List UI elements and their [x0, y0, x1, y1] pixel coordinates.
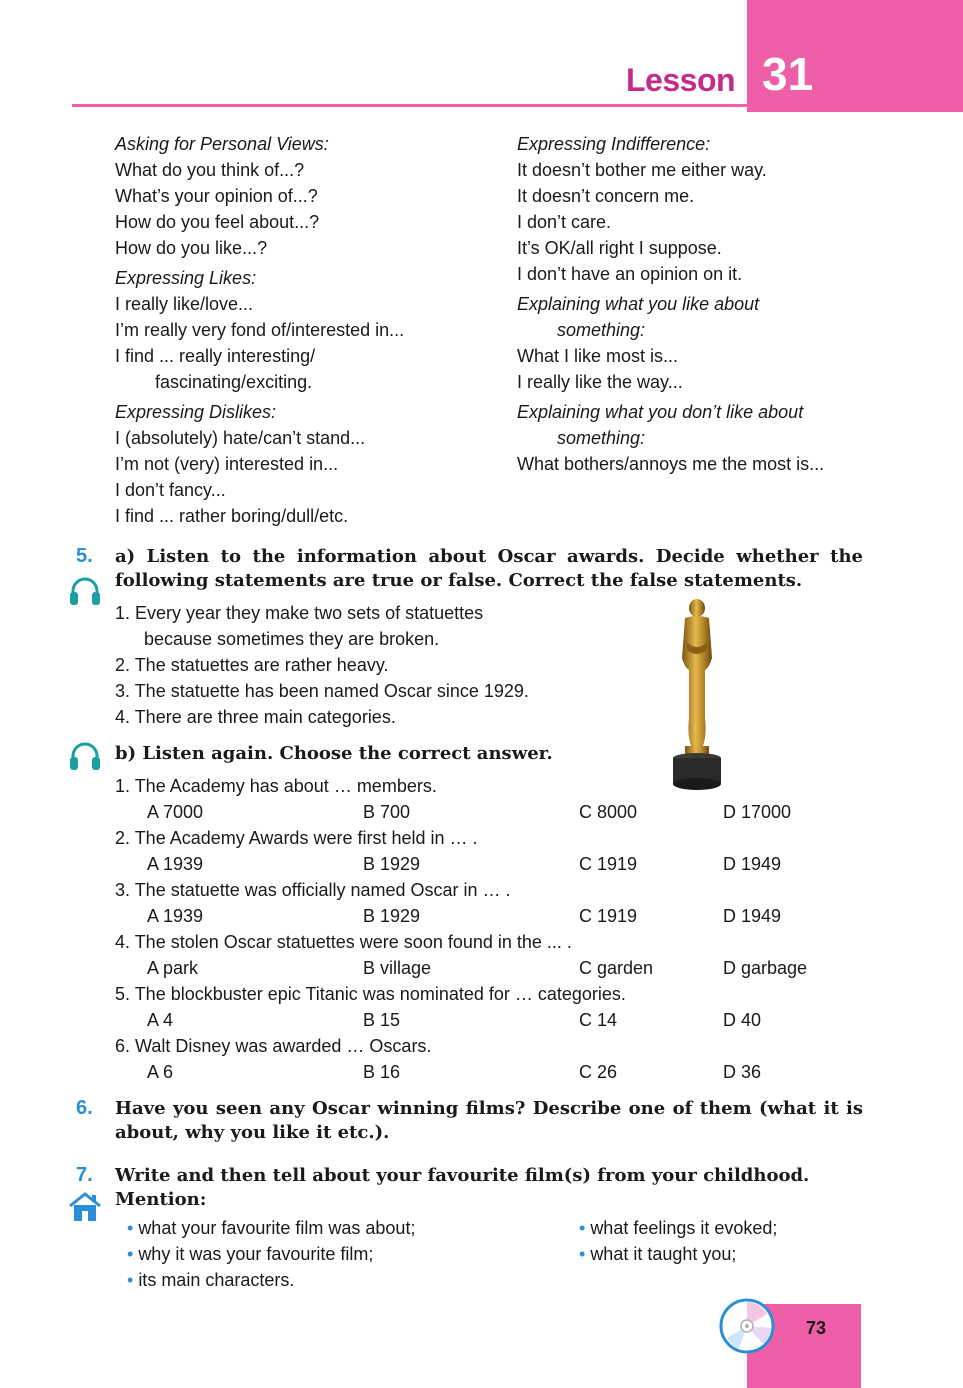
statement: because sometimes they are broken.: [144, 629, 440, 649]
task-number: 7.: [76, 1164, 93, 1186]
question: 2. The Academy Awards were first held in … .: [115, 828, 478, 848]
phrase-line: I really like the way...: [517, 372, 683, 392]
option: A 6: [147, 1062, 174, 1082]
option: B 15: [363, 1010, 401, 1030]
phrase-line: How do you feel about...?: [115, 212, 320, 232]
bullet-item: • why it was your favourite film;: [127, 1244, 374, 1264]
statement: 4. There are three main categories.: [115, 707, 396, 727]
task-number: 5.: [76, 545, 93, 567]
phrase-heading: Expressing Dislikes:: [115, 402, 277, 422]
statement: 3. The statuette has been named Oscar since 1929.: [115, 681, 529, 701]
option: C 26: [579, 1062, 618, 1082]
option: D 1949: [723, 906, 782, 926]
bullet-item: • what it taught you;: [579, 1244, 737, 1264]
phrase-heading: Explaining what you like about: [517, 294, 760, 314]
headphones-icon: [68, 576, 102, 611]
lesson-word: Lesson: [626, 62, 736, 98]
bullet-item: • what your favourite film was about;: [127, 1218, 416, 1238]
statement: 1. Every year they make two sets of statuettes: [115, 603, 484, 623]
option: A 4: [147, 1010, 174, 1030]
phrase-line: It doesn’t bother me either way.: [517, 160, 767, 180]
headphones-icon: [68, 741, 102, 776]
bullet-item: • its main characters.: [127, 1270, 295, 1290]
option: B village: [363, 958, 432, 978]
phrase-line: What’s your opinion of...?: [115, 186, 318, 206]
option: A 7000: [147, 802, 204, 822]
phrase-line: I find ... rather boring/dull/etc.: [115, 506, 349, 526]
option: B 1929: [363, 854, 421, 874]
phrase-line: I’m not (very) interested in...: [115, 454, 339, 474]
option: A 1939: [147, 854, 204, 874]
question: 6. Walt Disney was awarded … Oscars.: [115, 1036, 432, 1056]
phrase-line: fascinating/exciting.: [155, 372, 313, 392]
phrase-heading: something:: [557, 428, 646, 448]
statement: 2. The statuettes are rather heavy.: [115, 655, 389, 675]
phrase-line: What I like most is...: [517, 346, 679, 366]
phrase-line: I really like/love...: [115, 294, 254, 314]
phrase-line: How do you like...?: [115, 238, 268, 258]
task7-bullets-right: [579, 1215, 777, 1267]
lesson-number: 31: [762, 48, 814, 100]
phrase-line: I find ... really interesting/: [115, 346, 316, 366]
task7-bullets-left: [127, 1215, 415, 1293]
phrase-line: What do you think of...?: [115, 160, 305, 180]
option: C 14: [579, 1010, 618, 1030]
phrase-line: I (absolutely) hate/can’t stand...: [115, 428, 366, 448]
question: 1. The Academy has about … members.: [115, 776, 437, 796]
phrase-line: I don’t care.: [517, 212, 612, 232]
house-icon: [68, 1192, 102, 1227]
task7-instruction-line: Mention:: [115, 1189, 207, 1210]
task5-instruction-a: a) Listen to the information about Oscar awards. Decide whether the following statements are true or false. Correct the false statements.: [115, 546, 863, 591]
header-rule: [72, 104, 748, 107]
oscar-statuette-image: [655, 598, 735, 799]
phrase-line: It’s OK/all right I suppose.: [517, 238, 722, 258]
cd-icon: [719, 1298, 775, 1359]
task7-instruction-line: Write and then tell about your favourite film(s) from your childhood.: [115, 1165, 810, 1186]
option: D 17000: [723, 802, 792, 822]
task5-instruction-b: b) Listen again. Choose the correct answer.: [115, 743, 553, 764]
option: D 1949: [723, 854, 782, 874]
option: B 700: [363, 802, 411, 822]
option: D 36: [723, 1062, 762, 1082]
questions-list: [115, 773, 875, 1085]
task6-instruction: Have you seen any Oscar winning films? Describe one of them (what it is about, why you like it etc.).: [115, 1098, 863, 1143]
phrases-right-column: [517, 131, 897, 477]
phrase-heading: Asking for Personal Views:: [115, 134, 329, 154]
phrase-heading: something:: [557, 320, 646, 340]
question: 4. The stolen Oscar statuettes were soon found in the ... .: [115, 932, 572, 952]
option: C 8000: [579, 802, 638, 822]
option: D 40: [723, 1010, 762, 1030]
phrase-heading: Expressing Indifference:: [517, 134, 711, 154]
question: 3. The statuette was officially named Oscar in … .: [115, 880, 511, 900]
phrase-line: I don’t fancy...: [115, 480, 226, 500]
phrase-line: What bothers/annoys me the most is...: [517, 454, 825, 474]
page-number: 73: [806, 1318, 827, 1338]
phrase-line: It doesn’t concern me.: [517, 186, 695, 206]
option: B 16: [363, 1062, 401, 1082]
phrase-heading: Explaining what you don’t like about: [517, 402, 804, 422]
option: C 1919: [579, 906, 638, 926]
phrase-heading: Expressing Likes:: [115, 268, 257, 288]
bullet-item: • what feelings it evoked;: [579, 1218, 778, 1238]
statements-list: [115, 600, 529, 730]
option: A 1939: [147, 906, 204, 926]
phrase-line: I’m really very fond of/interested in...: [115, 320, 405, 340]
option: A park: [147, 958, 199, 978]
phrases-left-column: [115, 131, 495, 529]
question: 5. The blockbuster epic Titanic was nominated for … categories.: [115, 984, 626, 1004]
option: D garbage: [723, 958, 808, 978]
option: C garden: [579, 958, 654, 978]
phrase-line: I don’t have an opinion on it.: [517, 264, 743, 284]
task-number: 6.: [76, 1097, 93, 1119]
option: B 1929: [363, 906, 421, 926]
option: C 1919: [579, 854, 638, 874]
task7-instruction: [115, 1164, 809, 1212]
